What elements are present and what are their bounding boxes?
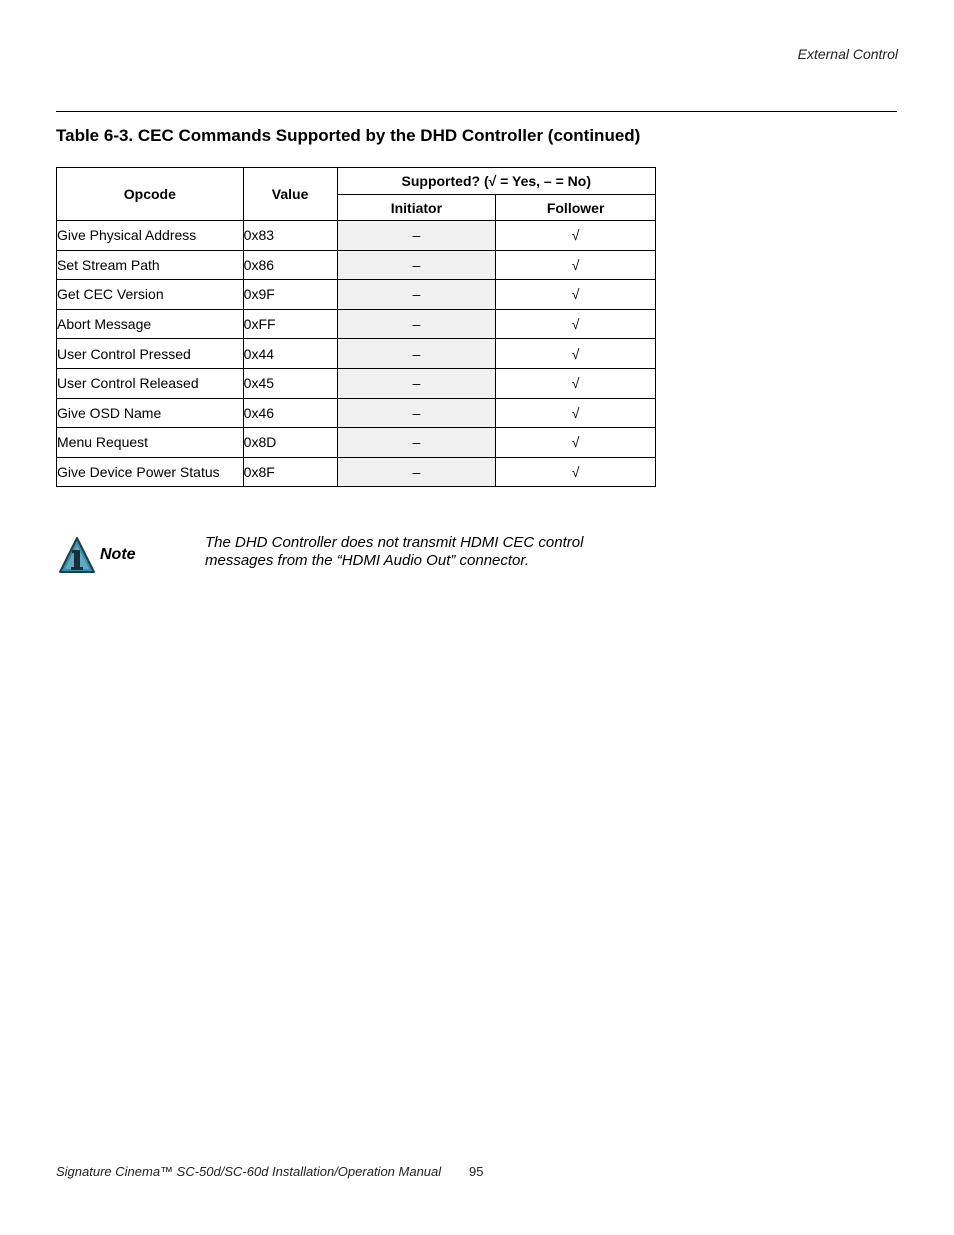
cec-commands-table xyxy=(56,167,656,487)
opcode-cell: Give Physical Address xyxy=(57,221,244,251)
table-title: Table 6-3. CEC Commands Supported by the DHD Controller (continued) xyxy=(56,126,641,145)
follower-cell: √ xyxy=(496,339,656,369)
table-row xyxy=(57,221,656,251)
column-header-value: Value xyxy=(243,168,337,221)
initiator-cell: – xyxy=(337,339,496,369)
initiator-cell: – xyxy=(337,280,496,310)
value-cell: 0x44 xyxy=(243,339,337,369)
value-cell: 0x9F xyxy=(243,280,337,310)
follower-cell: √ xyxy=(496,398,656,428)
initiator-cell: – xyxy=(337,309,496,339)
value-cell: 0x8F xyxy=(243,457,337,487)
value-cell: 0x46 xyxy=(243,398,337,428)
initiator-cell: – xyxy=(337,457,496,487)
value-cell: 0xFF xyxy=(243,309,337,339)
table-row xyxy=(57,280,656,310)
note-pointer-icon xyxy=(58,536,96,576)
follower-cell: √ xyxy=(496,457,656,487)
value-cell: 0x86 xyxy=(243,250,337,280)
opcode-cell: User Control Pressed xyxy=(57,339,244,369)
table-row xyxy=(57,457,656,487)
note-text: The DHD Controller does not transmit HDMI CEC control messages from the “HDMI Audio Out” connector. xyxy=(205,534,584,569)
opcode-cell: Get CEC Version xyxy=(57,280,244,310)
value-cell: 0x83 xyxy=(243,221,337,251)
opcode-cell: User Control Released xyxy=(57,368,244,398)
table-row xyxy=(57,250,656,280)
opcode-cell: Give OSD Name xyxy=(57,398,244,428)
page-number: 95 xyxy=(469,1164,484,1179)
opcode-cell: Set Stream Path xyxy=(57,250,244,280)
table-row xyxy=(57,368,656,398)
running-header: External Control xyxy=(797,46,898,62)
initiator-cell: – xyxy=(337,250,496,280)
column-header-initiator: Initiator xyxy=(337,195,496,221)
table-row xyxy=(57,428,656,458)
initiator-cell: – xyxy=(337,368,496,398)
table-row xyxy=(57,398,656,428)
initiator-cell: – xyxy=(337,221,496,251)
follower-cell: √ xyxy=(496,280,656,310)
column-header-opcode: Opcode xyxy=(57,168,244,221)
opcode-cell: Give Device Power Status xyxy=(57,457,244,487)
value-cell: 0x45 xyxy=(243,368,337,398)
follower-cell: √ xyxy=(496,368,656,398)
header-rule xyxy=(56,111,897,112)
initiator-cell: – xyxy=(337,428,496,458)
table-row xyxy=(57,339,656,369)
column-header-supported: Supported? (√ = Yes, – = No) xyxy=(337,168,655,195)
follower-cell: √ xyxy=(496,221,656,251)
initiator-cell: – xyxy=(337,398,496,428)
note-label: Note xyxy=(100,546,136,563)
follower-cell: √ xyxy=(496,250,656,280)
follower-cell: √ xyxy=(496,309,656,339)
value-cell: 0x8D xyxy=(243,428,337,458)
opcode-cell: Abort Message xyxy=(57,309,244,339)
opcode-cell: Menu Request xyxy=(57,428,244,458)
table-row xyxy=(57,309,656,339)
footer-manual-title: Signature Cinema™ SC-50d/SC-60d Installation/Operation Manual xyxy=(56,1164,442,1179)
column-header-follower: Follower xyxy=(496,195,656,221)
follower-cell: √ xyxy=(496,428,656,458)
